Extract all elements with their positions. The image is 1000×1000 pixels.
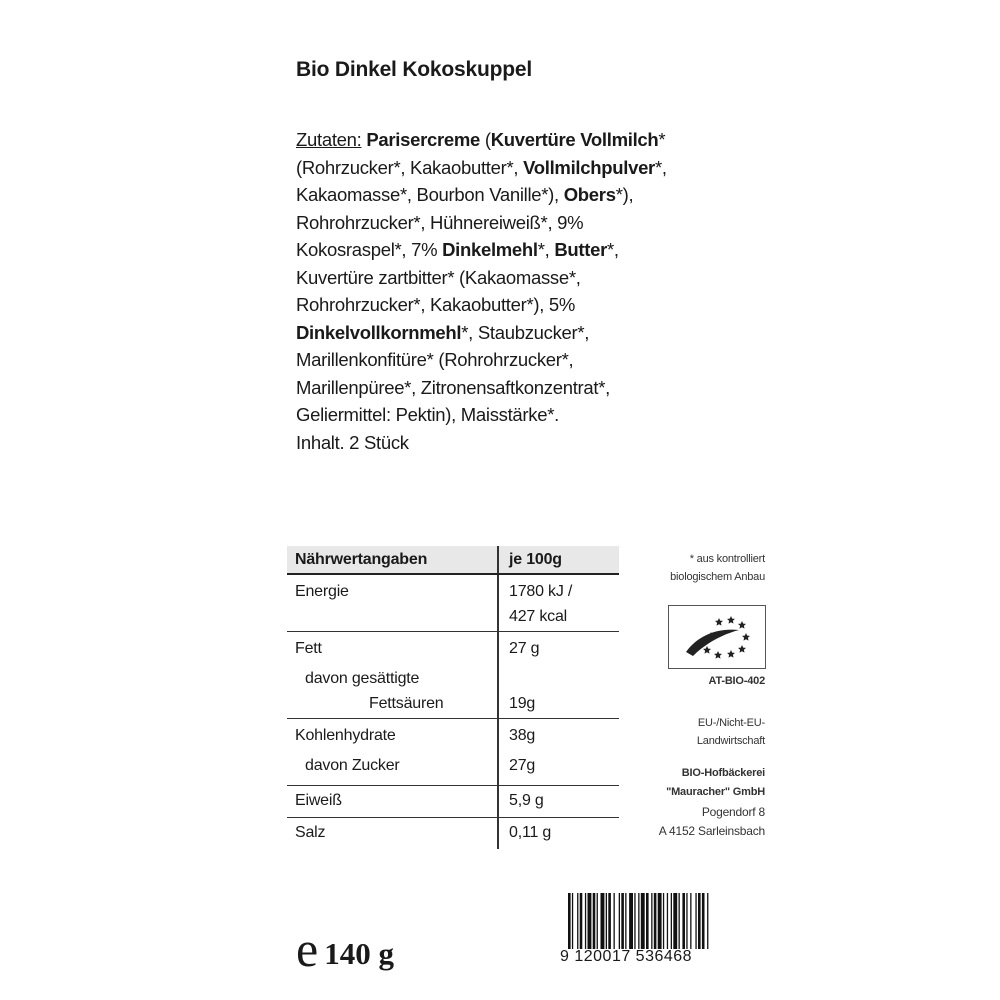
barcode-icon: [566, 893, 752, 949]
fett-sub-label-1: davon gesättigte: [305, 670, 420, 687]
salz-label: Salz: [295, 824, 326, 841]
nutrition-header-value: je 100g: [509, 551, 562, 568]
ingredient-text: Geliermittel: Pektin), Maisstärke*.: [296, 404, 559, 425]
nutrition-row-kohlenhydrate: [287, 719, 619, 786]
ingredient-text: Rohrohrzucker*, Kakaobutter*), 5%: [296, 294, 576, 315]
zucker-label: davon Zucker: [305, 757, 400, 774]
product-title: Bio Dinkel Kokoskuppel: [296, 58, 532, 81]
ingredient-text: Marillenkonfitüre* (Rohrohrzucker*,: [296, 349, 574, 370]
ingredients-line: [296, 346, 766, 374]
ingredient-text: Marillenpüree*, Zitronensaftkonzentrat*,: [296, 376, 610, 398]
column-divider: [497, 546, 499, 573]
address-line-2: A 4152 Sarleinsbach: [658, 824, 765, 838]
ingredient-text: *, Staubzucker*,: [461, 321, 590, 343]
fett-label: Fett: [295, 640, 322, 657]
zucker-value: 27g: [509, 757, 536, 774]
eu-organic-logo: [668, 605, 766, 669]
allergen-term: Dinkelmehl: [442, 239, 538, 260]
nutrition-row-eiweiss: [287, 786, 619, 818]
ingredients-line: [296, 209, 766, 237]
energie-kj: 1780 kJ /: [509, 583, 573, 600]
control-code: AT-BIO-402: [708, 675, 765, 687]
salz-value: 0,11 g: [509, 824, 552, 841]
eiweiss-label: Eiweiß: [295, 792, 342, 809]
eiweiss-value: 5,9 g: [509, 792, 544, 809]
ingredients-line: [296, 291, 766, 319]
nutrition-row-fett: [287, 632, 619, 719]
company-name-1: BIO-Hofbäckerei: [681, 767, 765, 779]
column-divider: [497, 719, 499, 785]
ingredient-text: *,: [654, 156, 667, 178]
ingredients-line: [296, 319, 766, 347]
ingredients-label: Zutaten:: [296, 129, 362, 150]
ingredient-text: Kuvertüre zartbitter* (Kakaomasse*,: [296, 266, 581, 288]
ingredient-text: Kokosraspel*, 7%: [296, 239, 443, 260]
ingredient-text: *: [658, 129, 666, 150]
ingredients-line: [296, 154, 766, 182]
energie-kcal: 427 kcal: [509, 608, 567, 625]
ingredient-text: Inhalt. 2 Stück: [296, 431, 409, 453]
nutrition-header-row: [287, 546, 619, 575]
ingredient-text: Rohrohrzucker*, Hühnereiweiß*, 9%: [296, 211, 584, 233]
ingredient-text: (Rohrzucker*, Kakaobutter*,: [296, 156, 524, 178]
ingredient-text: (: [480, 129, 491, 150]
origin-line-1: EU-/Nicht-EU-: [697, 717, 765, 729]
nutrition-row-energie: [287, 575, 619, 632]
ingredients-line: [296, 429, 766, 457]
allergen-term: Parisercreme: [366, 129, 480, 150]
address-line-1: Pogendorf 8: [701, 805, 765, 819]
energie-label: Energie: [295, 583, 349, 600]
fett-sub-value: 19g: [509, 695, 536, 712]
company-name-2: "Mauracher" GmbH: [666, 786, 765, 798]
eu-leaf-icon: [669, 606, 764, 667]
fett-value: 27 g: [509, 640, 540, 657]
organic-note-2: biologischem Anbau: [670, 571, 765, 583]
ingredient-text: *,: [537, 239, 555, 260]
organic-note-1: * aus kontrolliert: [689, 553, 765, 565]
allergen-term: Dinkelvollkornmehl: [296, 321, 462, 343]
nutrition-row-salz: [287, 818, 619, 849]
kohlenhydrate-value: 38g: [509, 727, 536, 744]
ingredients-block: [296, 126, 766, 456]
estimated-sign-icon: e: [296, 921, 319, 977]
fett-sub-label-2: Fettsäuren: [369, 695, 444, 712]
ingredient-text: *,: [607, 239, 619, 260]
allergen-term: Kuvertüre Vollmilch: [490, 129, 659, 150]
ingredients-line: [296, 236, 766, 264]
ingredients-line: [296, 126, 766, 154]
allergen-term: Obers: [563, 184, 616, 205]
column-divider: [497, 575, 499, 631]
barcode-digits: 9 120017 536468: [560, 948, 693, 965]
column-divider: [497, 786, 499, 817]
nutrition-header-name: Nährwertangaben: [295, 551, 428, 568]
origin-line-2: Landwirtschaft: [696, 735, 765, 747]
column-divider: [497, 632, 499, 718]
ingredient-text: *),: [615, 184, 634, 205]
ingredients-line: [296, 181, 766, 209]
allergen-term: Butter: [554, 239, 608, 260]
ingredient-text: Kakaomasse*, Bourbon Vanille*),: [296, 184, 564, 205]
ingredients-line: [296, 374, 766, 402]
net-weight: [296, 920, 394, 978]
net-weight-value: 140 g: [324, 936, 394, 971]
kohlenhydrate-label: Kohlenhydrate: [295, 727, 396, 744]
allergen-term: Vollmilchpulver: [523, 156, 655, 178]
ingredients-line: [296, 401, 766, 429]
column-divider: [497, 818, 499, 849]
ingredients-line: [296, 264, 766, 292]
nutrition-table: [287, 546, 619, 849]
